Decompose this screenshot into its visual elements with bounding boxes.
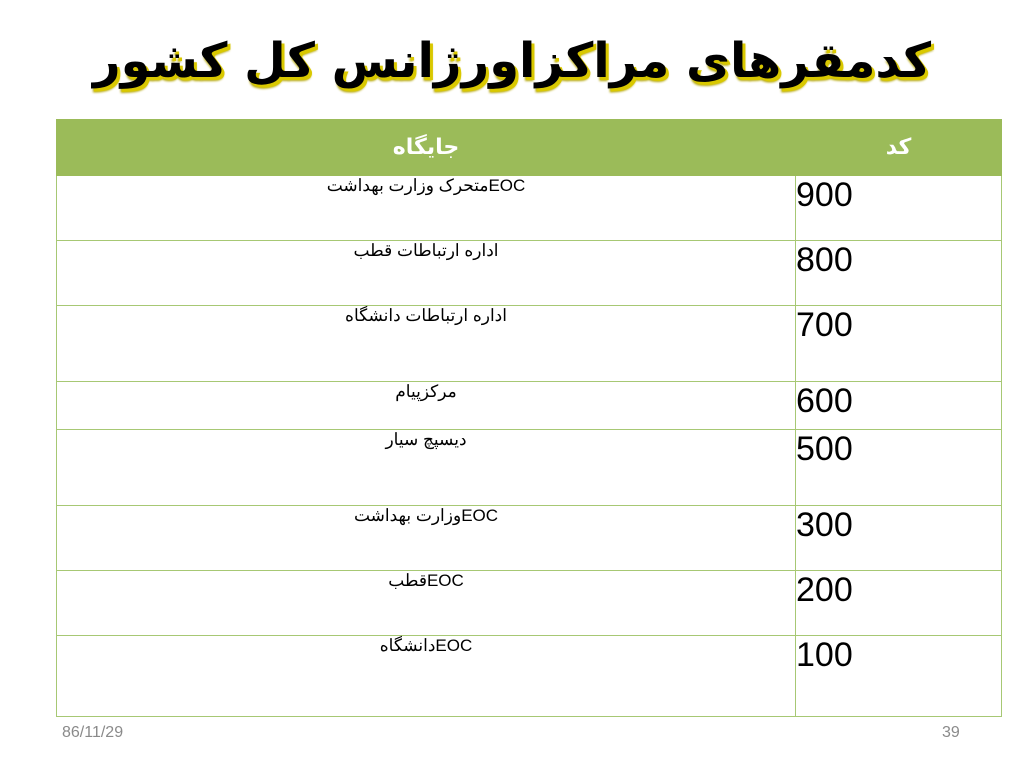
header-code: کد [796,120,1002,176]
table-row [57,430,1002,506]
table-row [57,306,1002,382]
place-cell: EOCقطب [57,571,796,636]
table-row [57,636,1002,717]
table-row [57,571,1002,636]
code-cell: 200 [796,571,1002,636]
code-cell: 500 [796,430,1002,506]
footer-date: 86/11/29 [62,724,124,741]
page-number: 39 [942,724,960,741]
slide-title: کدمقرهای مراکزاورژانس کل کشور [92,33,932,89]
place-cell: EOCمتحرک وزارت بهداشت [57,176,796,241]
place-cell: EOCوزارت بهداشت [57,506,796,571]
header-place: جایگاه [57,120,796,176]
code-cell: 600 [796,382,1002,430]
place-cell: دیسپچ سیار [57,430,796,506]
table-row [57,241,1002,306]
code-cell: 900 [796,176,1002,241]
codes-table [56,119,1002,717]
table-row [57,382,1002,430]
table-row [57,506,1002,571]
code-cell: 300 [796,506,1002,571]
place-cell: اداره ارتباطات دانشگاه [57,306,796,382]
code-cell: 800 [796,241,1002,306]
place-cell: مرکزپیام [57,382,796,430]
place-cell: EOCدانشگاه [57,636,796,717]
code-cell: 700 [796,306,1002,382]
code-cell: 100 [796,636,1002,717]
place-cell: اداره ارتباطات قطب [57,241,796,306]
table-row [57,176,1002,241]
table-header-row [57,120,1002,176]
